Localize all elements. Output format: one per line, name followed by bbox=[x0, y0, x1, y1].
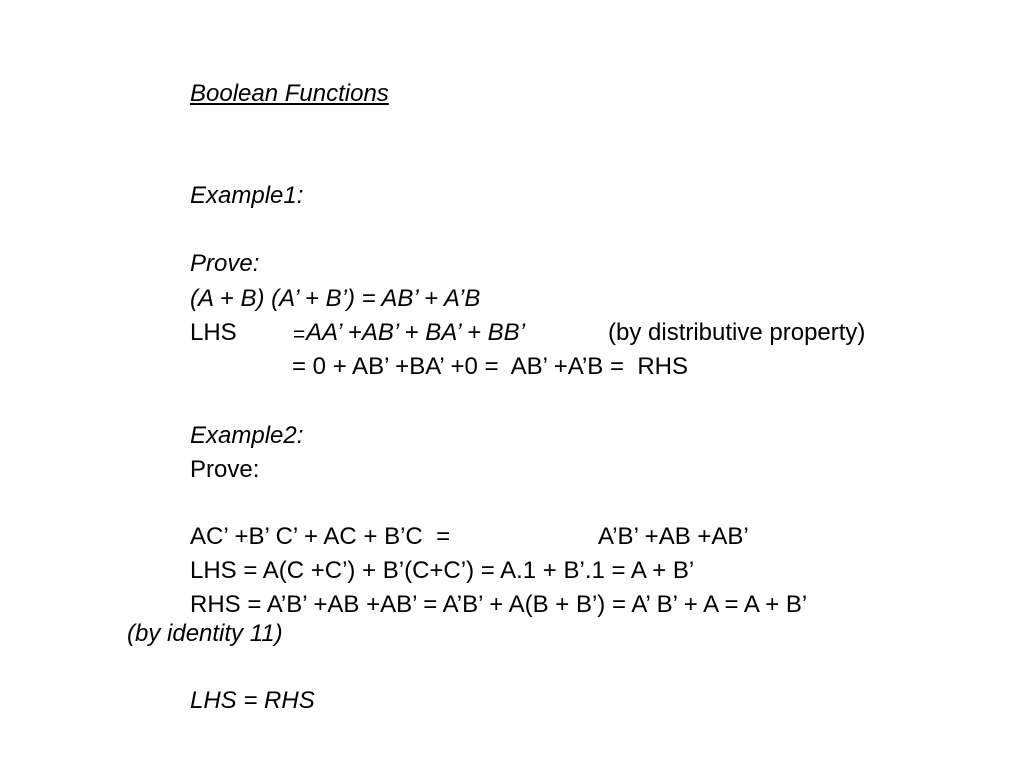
example2-prove-label: Prove: bbox=[190, 456, 260, 483]
example2-heading: Example2: bbox=[190, 422, 304, 449]
example1-prove-label: Prove: bbox=[190, 250, 260, 277]
example2-statement-left: AC’ +B’ C’ + AC + B’C = bbox=[190, 523, 451, 550]
slide-title: Boolean Functions bbox=[190, 80, 389, 107]
example2-identity-note: (by identity 11) bbox=[127, 620, 283, 647]
example1-lhs-eq-sign: = bbox=[293, 323, 306, 346]
example2-statement-right: A’B’ +AB +AB’ bbox=[598, 523, 749, 550]
example1-statement: (A + B) (A’ + B’) = AB’ + A’B bbox=[190, 285, 481, 312]
example1-lhs-note: (by distributive property) bbox=[608, 319, 866, 346]
example2-rhs-line: RHS = A’B’ +AB +AB’ = A’B’ + A(B + B’) = A’ B’ + A = A + B’ bbox=[190, 591, 808, 618]
example1-step2: = 0 + AB’ +BA’ +0 = AB’ +A’B = RHS bbox=[292, 353, 688, 380]
example1-heading: Example1: bbox=[190, 182, 304, 209]
example2-lhs-line: LHS = A(C +C’) + B’(C+C’) = A.1 + B’.1 = A + B’ bbox=[190, 557, 695, 584]
example1-lhs-expression: AA’ +AB’ + BA’ + BB’ bbox=[306, 319, 526, 346]
example2-conclusion: LHS = RHS bbox=[190, 687, 315, 714]
example1-lhs-label: LHS bbox=[190, 319, 237, 346]
